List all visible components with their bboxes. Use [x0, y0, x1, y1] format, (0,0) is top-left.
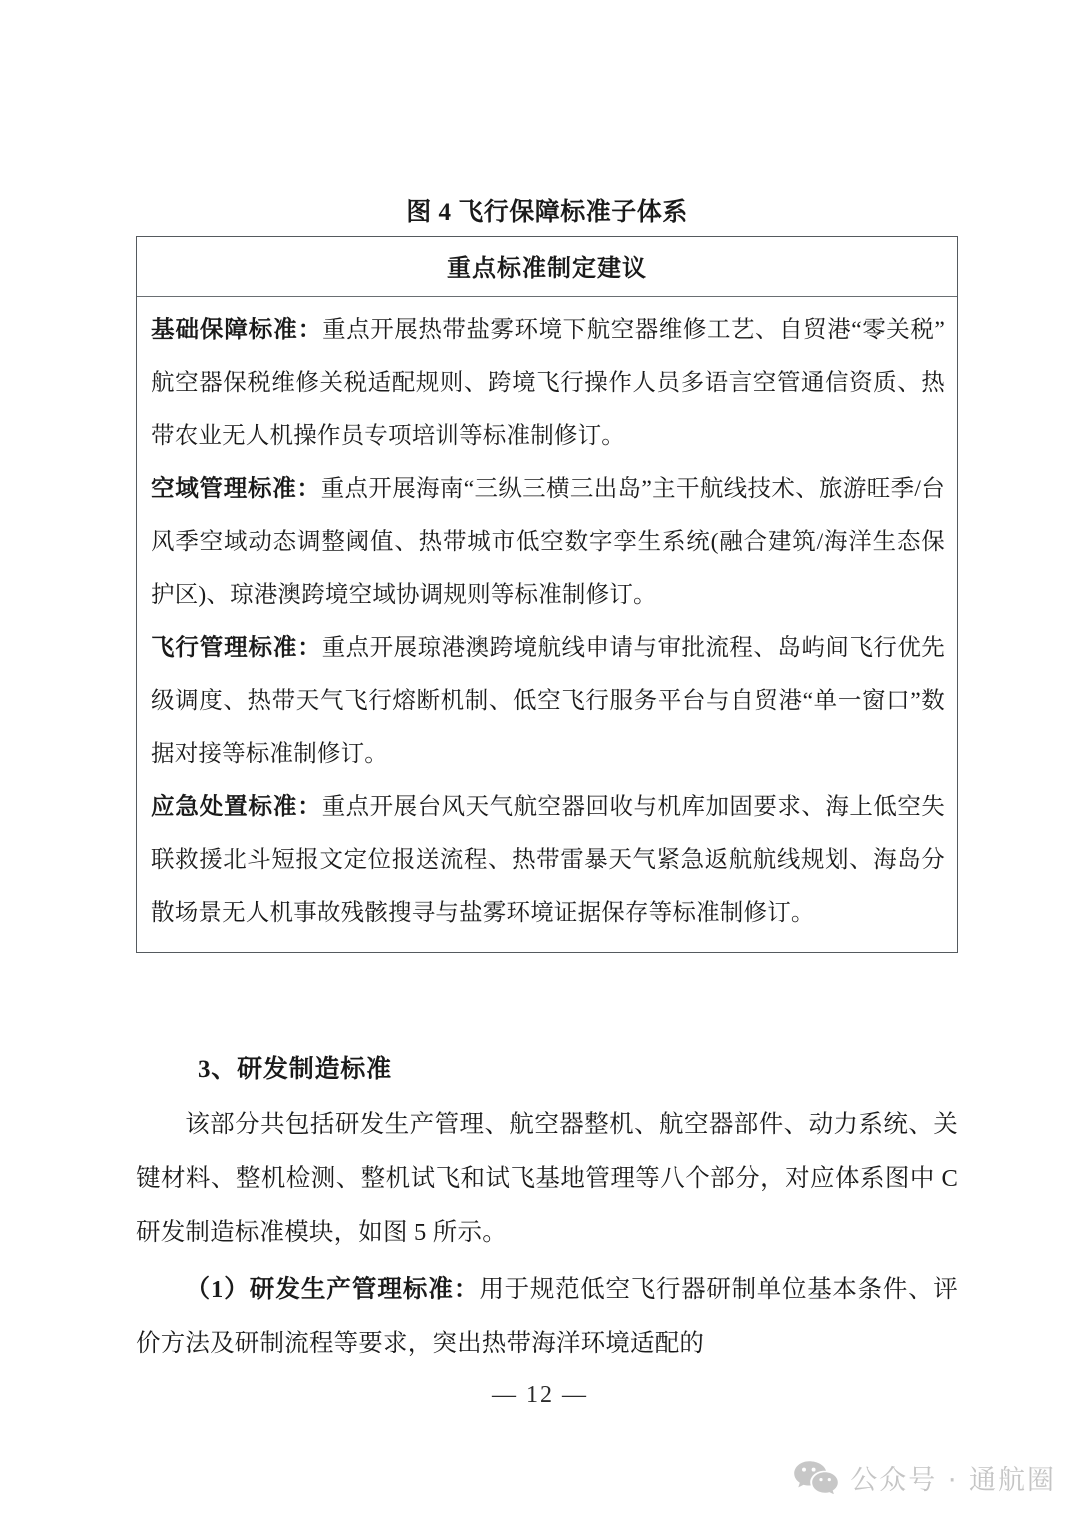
- table-row: [151, 622, 945, 781]
- table-row: [151, 304, 945, 463]
- row-lead-label: 应急处置标准：: [151, 794, 322, 820]
- body-paragraph: [136, 1263, 958, 1371]
- row-body-text: 重点开展热带盐雾环境下航空器维修工艺、自贸港“零关税”航空器保税维修关税适配规则、跨境飞行操作人员多语言空管通信资质、热带农业无人机操作员专项培训等标准制修订。: [151, 317, 946, 449]
- paragraph-text: 该部分共包括研发生产管理、航空器整机、航空器部件、动力系统、关键材料、整机检测、整机试飞和试飞基地管理等八个部分，对应体系图中 C 研发制造标准模块，如图 5 所示。: [136, 1111, 958, 1246]
- section-heading: 3、研发制造标准: [198, 1056, 392, 1083]
- watermark: [793, 1460, 1056, 1501]
- row-lead-label: 基础保障标准：: [151, 317, 323, 343]
- wechat-icon: [793, 1460, 839, 1501]
- body-paragraph: [136, 1098, 958, 1260]
- key-standards-table: [136, 236, 958, 953]
- paragraph-text: 用于规范低空飞行器研制单位基本条件、评价方法及研制流程等要求，突出热带海洋环境适配的: [136, 1276, 958, 1357]
- table-header-cell: 重点标准制定建议: [137, 237, 957, 297]
- paragraph-lead-label: （1）研发生产管理标准：: [185, 1276, 480, 1303]
- row-body-text: 重点开展琼港澳跨境航线申请与审批流程、岛屿间飞行优先级调度、热带天气飞行熔断机制、低空飞行服务平台与自贸港“单一窗口”数据对接等标准制修订。: [151, 635, 946, 767]
- row-body-text: 重点开展台风天气航空器回收与机库加固要求、海上低空失联救援北斗短报文定位报送流程、热带雷暴天气紧急返航航线规划、海岛分散场景无人机事故残骸搜寻与盐雾环境证据保存等标准制修订。: [151, 794, 946, 926]
- page-number: — 12 —: [492, 1382, 588, 1408]
- watermark-text: 公众号 · 通航圈: [850, 1465, 1056, 1496]
- row-body-text: 重点开展海南“三纵三横三出岛”主干航线技术、旅游旺季/台风季空域动态调整阈值、热带城市低空数字孪生系统(融合建筑/海洋生态保护区)、琼港澳跨境空域协调规则等标准制修订。: [151, 476, 945, 608]
- figure-caption: [136, 196, 958, 230]
- table-row: [151, 781, 945, 940]
- table-row: [151, 463, 945, 622]
- row-lead-label: 飞行管理标准：: [151, 635, 322, 661]
- table-body: [137, 297, 957, 952]
- row-lead-label: 空域管理标准：: [151, 476, 321, 502]
- figure-caption-text: 图 4 飞行保障标准子体系: [406, 199, 688, 226]
